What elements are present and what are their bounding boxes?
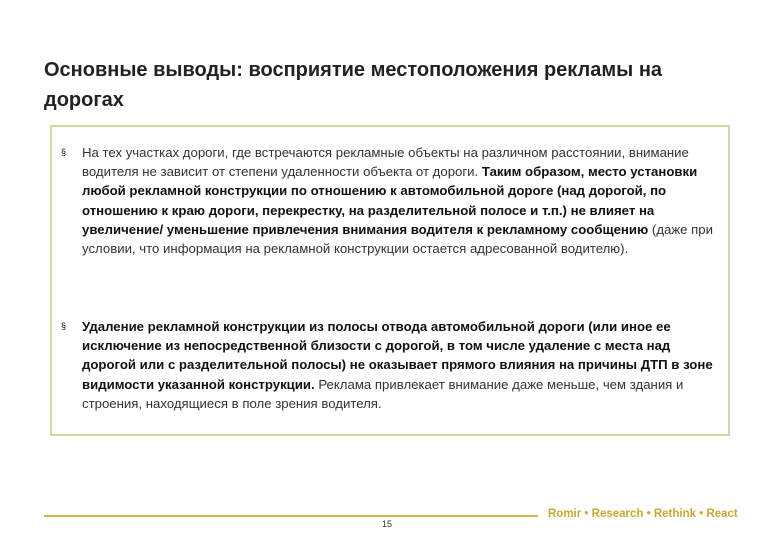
footer-divider	[44, 515, 538, 517]
bullet-text	[82, 143, 721, 258]
page-number: 15	[382, 519, 393, 529]
bullet-text-regular: Реклама привлекает внимание даже меньше, чем здания и строения, находящиеся в поле зрения водителя.	[82, 376, 684, 411]
bullet-text-bold: Таким образом, место установки любой рекламной конструкции по отношению к автомобильной дороге (над дорогой, по отношению к краю дороги, перекрестку, на разделительной полосе и т.п.) не влияет на увеличение/ уменьшение привлечения внимания водителя к рекламному сообщению	[82, 164, 698, 237]
bullet-text-regular: На тех участках дороги, где встречаются рекламные объекты на различном расстоянии, внимание водителя не зависит от степени удаленности объекта от дороги.	[82, 145, 689, 180]
bullet-square-icon: §	[61, 147, 67, 157]
bullet-text-bold: Удаление рекламной конструкции из полосы отвода автомобильной дороги (или иное ее исключение из непосредственной близости с дорогой, в том числе удаление с места над дорогой или с разделительной полосы) не оказывает прямого влияния на причины ДТП в зоне видимости указанной конструкции.	[82, 319, 713, 392]
bullet-item	[61, 143, 721, 258]
bullet-text-regular: (даже при условии, что информация на рекламной конструкции остается адресованной водителю).	[82, 221, 714, 257]
bullet-text	[82, 317, 721, 413]
page-title: Основные выводы: восприятие местоположения рекламы на дорогах	[44, 59, 663, 111]
bullet-item	[61, 317, 721, 413]
brand-tagline: Romir • Research • Rethink • React	[548, 508, 738, 520]
bullet-square-icon: §	[61, 321, 67, 331]
content-box	[50, 125, 730, 436]
